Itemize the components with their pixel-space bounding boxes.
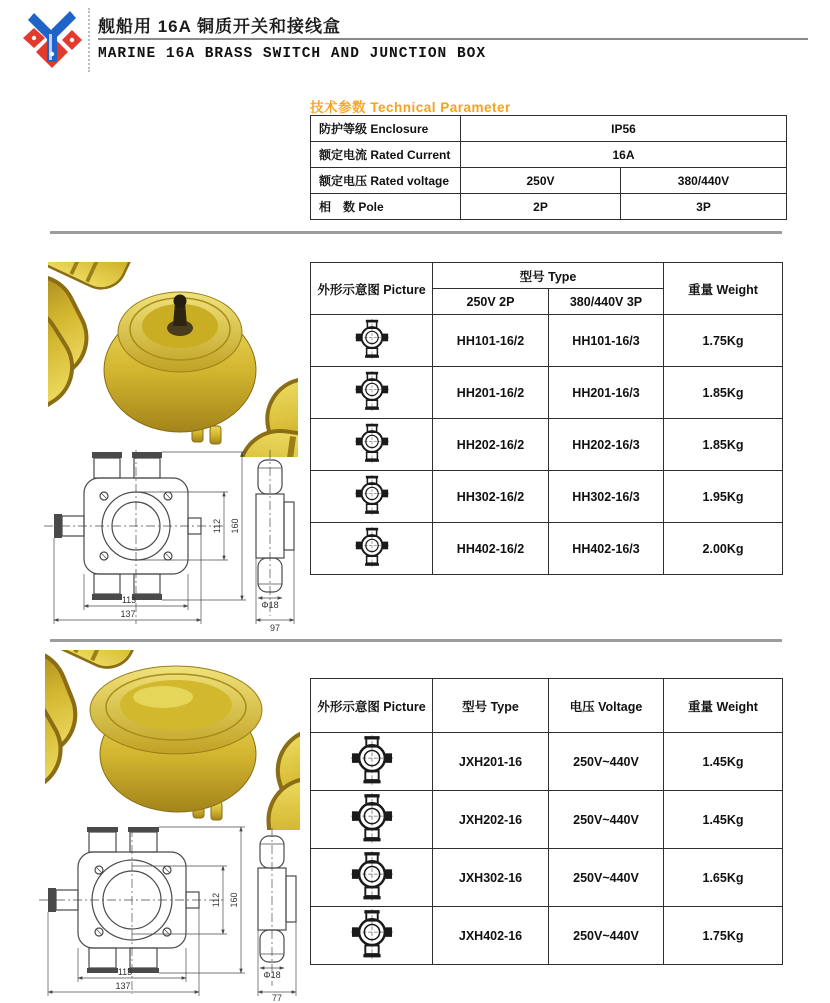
dim-gland-diameter: Φ18 <box>263 970 281 980</box>
column-header-380v-3p: 380/440V 3P <box>549 289 664 315</box>
junction-box-pictogram-icon <box>355 319 389 359</box>
param-label: 额定电压 Rated voltage <box>311 168 461 194</box>
model-2p: HH201-16/2 <box>433 367 549 419</box>
param-label: 防护等级 Enclosure <box>311 116 461 142</box>
param-label: 额定电流 Rated Current <box>311 142 461 168</box>
column-header-weight: 重量 Weight <box>664 263 783 315</box>
model-2p: HH101-16/2 <box>433 315 549 367</box>
model-2p: HH402-16/2 <box>433 523 549 575</box>
table-row <box>311 733 783 791</box>
column-header-type: 型号 Type <box>433 263 664 289</box>
junction-box-pictogram-icon <box>351 793 393 843</box>
weight-value: 1.85Kg <box>664 367 783 419</box>
product-pictogram-cell <box>311 419 433 471</box>
column-header-250v-2p: 250V 2P <box>433 289 549 315</box>
dim-height-overall: 160 <box>230 518 240 534</box>
param-value: 380/440V <box>621 168 787 194</box>
table-row <box>311 168 787 194</box>
junction-box-photo <box>45 650 300 830</box>
table-row <box>311 194 787 220</box>
weight-value: 1.45Kg <box>664 791 783 849</box>
weight-value: 1.85Kg <box>664 419 783 471</box>
dim-width-overall: 137 <box>115 981 131 991</box>
table-row <box>311 791 783 849</box>
weight-value: 2.00Kg <box>664 523 783 575</box>
dim-side-depth: 77 <box>271 993 283 1002</box>
table-row <box>311 907 783 965</box>
model-3p: HH302-16/3 <box>549 471 664 523</box>
table-header-row <box>311 263 783 289</box>
table-row <box>311 315 783 367</box>
junction-box-dimension-drawing <box>25 826 310 1002</box>
dim-height-inner: 112 <box>211 892 221 908</box>
junction-box-pictogram-icon <box>355 527 389 567</box>
table-row <box>311 142 787 168</box>
table-row <box>311 523 783 575</box>
weight-value: 1.75Kg <box>664 907 783 965</box>
model-2p: HH302-16/2 <box>433 471 549 523</box>
product-pictogram-cell <box>311 471 433 523</box>
dim-height-overall: 160 <box>229 892 239 908</box>
product-pictogram-cell <box>311 907 433 965</box>
switch-box-model-table <box>310 262 783 575</box>
param-value: 16A <box>461 142 787 168</box>
weight-value: 1.95Kg <box>664 471 783 523</box>
dim-height-inner: 112 <box>212 518 222 534</box>
page-title-chinese: 舰船用 16A 铜质开关和接线盒 <box>98 17 342 36</box>
title-underline <box>98 38 808 40</box>
page-title-english: MARINE 16A BRASS SWITCH AND JUNCTION BOX <box>98 46 487 62</box>
voltage-value: 250V~440V <box>549 849 664 907</box>
voltage-value: 250V~440V <box>549 907 664 965</box>
technical-parameter-table <box>310 115 787 220</box>
product-pictogram-cell <box>311 849 433 907</box>
switch-box-photo <box>48 262 298 457</box>
section-divider <box>50 639 782 642</box>
model-2p: HH202-16/2 <box>433 419 549 471</box>
column-header-type: 型号 Type <box>433 679 549 733</box>
junction-box-pictogram-icon <box>351 735 393 785</box>
model-3p: HH201-16/3 <box>549 367 664 419</box>
junction-box-pictogram-icon <box>351 851 393 901</box>
model-3p: HH202-16/3 <box>549 419 664 471</box>
table-row <box>311 367 783 419</box>
product-pictogram-cell <box>311 791 433 849</box>
junction-box-model-table <box>310 678 783 965</box>
model-number: JXH202-16 <box>433 791 549 849</box>
table-row <box>311 471 783 523</box>
voltage-value: 250V~440V <box>549 791 664 849</box>
junction-box-pictogram-icon <box>355 371 389 411</box>
param-value: 3P <box>621 194 787 220</box>
weight-value: 1.75Kg <box>664 315 783 367</box>
column-header-voltage: 电压 Voltage <box>549 679 664 733</box>
column-header-picture: 外形示意图 Picture <box>311 263 433 315</box>
table-row <box>311 849 783 907</box>
model-number: JXH402-16 <box>433 907 549 965</box>
column-header-picture: 外形示意图 Picture <box>311 679 433 733</box>
product-pictogram-cell <box>311 315 433 367</box>
model-3p: HH402-16/3 <box>549 523 664 575</box>
voltage-value: 250V~440V <box>549 733 664 791</box>
junction-box-pictogram-icon <box>351 909 393 959</box>
weight-value: 1.45Kg <box>664 733 783 791</box>
column-header-weight: 重量 Weight <box>664 679 783 733</box>
param-value: 2P <box>461 194 621 220</box>
header-divider <box>88 8 90 72</box>
dim-width-overall: 137 <box>120 609 136 619</box>
param-label: 相 数 Pole <box>311 194 461 220</box>
switch-box-dimension-drawing <box>28 448 308 634</box>
technical-parameter-heading: 技术参数 Technical Parameter <box>310 100 511 115</box>
param-value: IP56 <box>461 116 787 142</box>
dim-width-body: 113 <box>121 595 137 605</box>
product-pictogram-cell <box>311 367 433 419</box>
product-pictogram-cell <box>311 523 433 575</box>
dim-side-depth: 97 <box>269 623 281 633</box>
dim-width-body: 113 <box>117 967 133 977</box>
section-divider <box>50 231 782 234</box>
junction-box-pictogram-icon <box>355 475 389 515</box>
table-row <box>311 419 783 471</box>
dim-gland-diameter: Φ18 <box>261 600 279 610</box>
product-pictogram-cell <box>311 733 433 791</box>
table-header-row <box>311 679 783 733</box>
weight-value: 1.65Kg <box>664 849 783 907</box>
model-3p: HH101-16/3 <box>549 315 664 367</box>
model-number: JXH201-16 <box>433 733 549 791</box>
junction-box-pictogram-icon <box>355 423 389 463</box>
company-logo-icon <box>20 8 84 74</box>
table-row <box>311 116 787 142</box>
param-value: 250V <box>461 168 621 194</box>
model-number: JXH302-16 <box>433 849 549 907</box>
